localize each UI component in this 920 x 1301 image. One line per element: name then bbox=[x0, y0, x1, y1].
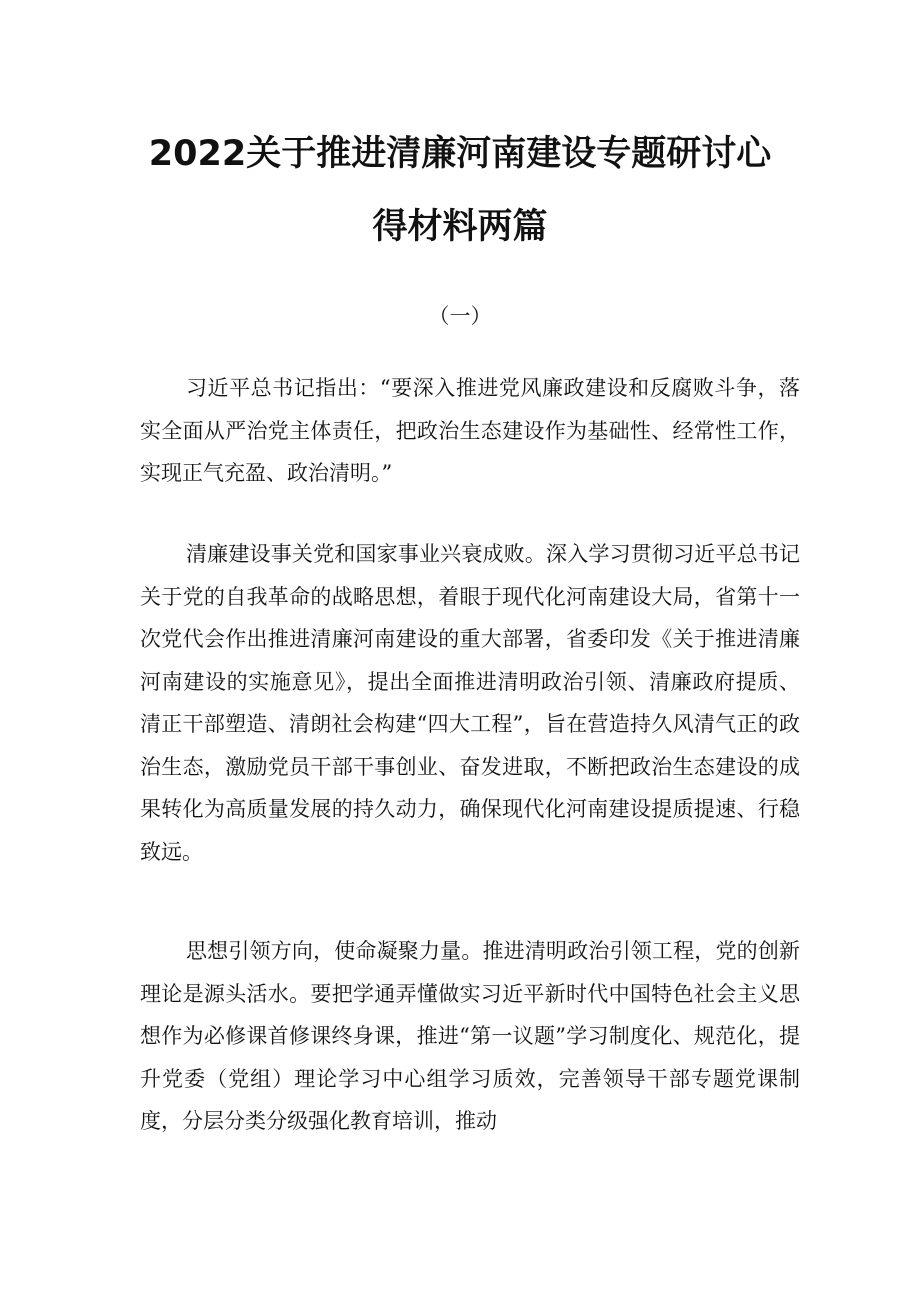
section-number: （一） bbox=[428, 304, 492, 328]
document-title-line-1: 2022关于推进清廉河南建设专题研讨心 bbox=[148, 134, 772, 174]
paragraph-clean-governance: 清廉建设事关党和国家事业兴衰成败。深入学习贯彻习近平总书记关于党的自我革命的战略思想，着眼于现代化河南建设大局，省第十一次党代会作出推进清廉河南建设的重大部署，省委印发《关于推进清廉河南建设的实施意见》，提出全面推进清明政治引领、清廉政府提质、清正干部塑造、清朗社会构建“四大工程”，旨在营造持久风清气正的政治生态，激励党员干部干事创业、奋发进取，不断把政治生态建设的成果转化为高质量发展的持久动力，确保现代化河南建设提质提速、行稳致远。 bbox=[140, 542, 800, 864]
document-title-line-2: 得材料两篇 bbox=[372, 207, 548, 247]
paragraph-ideological-guidance: 思想引领方向，使命凝聚力量。推进清明政治引领工程，党的创新理论是源头活水。要把学通弄懂做实习近平新时代中国特色社会主义思想作为必修课首修课终身课，推进“第一议题”学习制度化、规范化，提升党委（党组）理论学习中心组学习质效，完善领导干部专题党课制度，分层分类分级强化教育培训，推动 bbox=[140, 939, 800, 1133]
paragraph-quote: 习近平总书记指出：“要深入推进党风廉政建设和反腐败斗争，落实全面从严治党主体责任，把政治生态建设作为基础性、经常性工作，实现正气充盈、政治清明。” bbox=[140, 376, 800, 485]
